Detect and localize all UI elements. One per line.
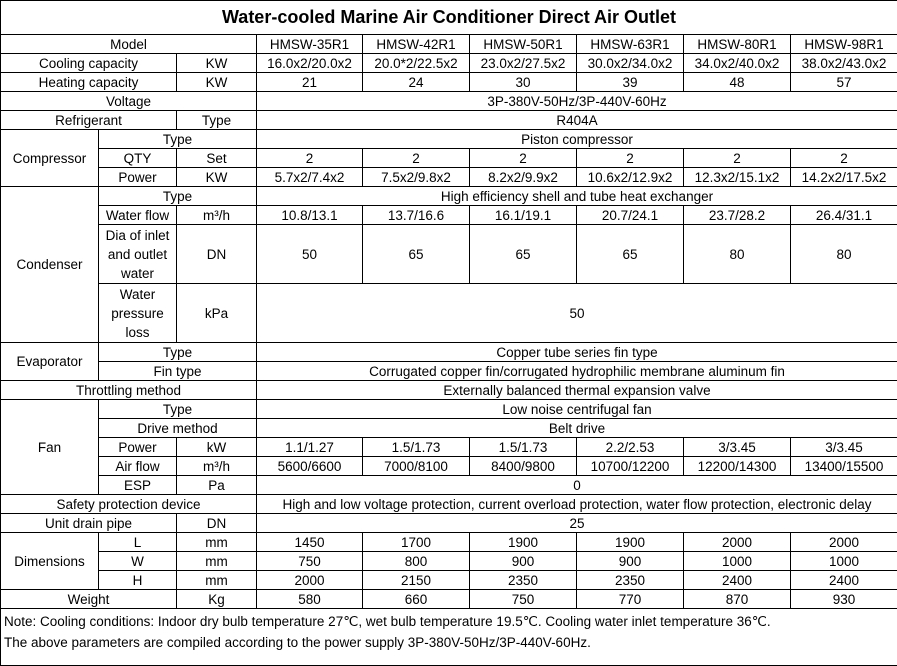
note-line: The above parameters are compiled according to the power supply 3P-380V-50Hz/3P-440V-60Hz. xyxy=(4,632,894,653)
unit-cell: kW xyxy=(177,438,257,457)
value-cell: 50 xyxy=(257,225,363,284)
unit-cell: Pa xyxy=(177,476,257,495)
unit-cell: Kg xyxy=(177,590,257,609)
value-cell: High efficiency shell and tube heat exchanger xyxy=(257,187,897,206)
weight-row xyxy=(1,590,897,609)
dimension-l-row xyxy=(1,533,897,552)
value-cell: 930 xyxy=(791,590,897,609)
dimension-h-row xyxy=(1,571,897,590)
unit-cell: mm xyxy=(177,571,257,590)
value-cell: 750 xyxy=(257,552,363,571)
value-cell: 2150 xyxy=(363,571,470,590)
value-cell: 30 xyxy=(470,73,577,92)
value-cell: 8400/9800 xyxy=(470,457,577,476)
condenser-water-flow-row xyxy=(1,206,897,225)
model-cell: HMSW-35R1 xyxy=(257,35,363,54)
value-cell: 2000 xyxy=(257,571,363,590)
value-cell: 750 xyxy=(470,590,577,609)
unit-cell: DN xyxy=(177,514,257,533)
row-label: ESP xyxy=(99,476,177,495)
evaporator-type-row xyxy=(1,343,897,362)
value-cell: 12.3x2/15.1x2 xyxy=(684,168,791,187)
evaporator-fin-type-row xyxy=(1,362,897,381)
value-cell: 2 xyxy=(577,149,684,168)
value-cell: High and low voltage protection, current overload protection, water flow protection, electronic delay xyxy=(257,495,897,514)
row-label: Voltage xyxy=(1,92,257,111)
row-label: L xyxy=(99,533,177,552)
value-cell: 2000 xyxy=(791,533,897,552)
value-cell: 38.0x2/43.0x2 xyxy=(791,54,897,73)
value-cell: 1.5/1.73 xyxy=(363,438,470,457)
model-cell: HMSW-50R1 xyxy=(470,35,577,54)
heating-capacity-row xyxy=(1,73,897,92)
value-cell: 2 xyxy=(363,149,470,168)
value-cell: 1900 xyxy=(470,533,577,552)
value-cell: 26.4/31.1 xyxy=(791,206,897,225)
value-cell: 1.1/1.27 xyxy=(257,438,363,457)
value-cell: 2350 xyxy=(577,571,684,590)
value-cell: 1450 xyxy=(257,533,363,552)
unit-cell: mm xyxy=(177,552,257,571)
value-cell: 1000 xyxy=(684,552,791,571)
value-cell: 870 xyxy=(684,590,791,609)
value-cell: 34.0x2/40.0x2 xyxy=(684,54,791,73)
row-label: Type xyxy=(99,187,257,206)
unit-cell: Set xyxy=(177,149,257,168)
unit-cell: DN xyxy=(177,225,257,284)
value-cell: 2 xyxy=(470,149,577,168)
value-cell: 50 xyxy=(257,284,897,343)
fan-drive-row xyxy=(1,419,897,438)
value-cell: 80 xyxy=(684,225,791,284)
value-cell: 2 xyxy=(257,149,363,168)
value-cell: 65 xyxy=(470,225,577,284)
safety-row xyxy=(1,495,897,514)
value-cell: 2400 xyxy=(791,571,897,590)
condenser-type-row xyxy=(1,187,897,206)
value-cell: Externally balanced thermal expansion valve xyxy=(257,381,897,400)
value-cell: 13.7/16.6 xyxy=(363,206,470,225)
row-label: Model xyxy=(1,35,257,54)
condenser-pressure-loss-row xyxy=(1,284,897,343)
value-cell: 2350 xyxy=(470,571,577,590)
value-cell: Corrugated copper fin/corrugated hydrophilic membrane aluminum fin xyxy=(257,362,897,381)
unit-cell: KW xyxy=(177,168,257,187)
row-label: Type xyxy=(99,130,257,149)
value-cell: 800 xyxy=(363,552,470,571)
row-label: Safety protection device xyxy=(1,495,257,514)
row-label: Weight xyxy=(1,590,177,609)
value-cell: 48 xyxy=(684,73,791,92)
unit-cell: m³/h xyxy=(177,457,257,476)
row-label: Power xyxy=(99,168,177,187)
value-cell: 1000 xyxy=(791,552,897,571)
value-cell: 24 xyxy=(363,73,470,92)
value-cell: 65 xyxy=(577,225,684,284)
value-cell: 23.0x2/27.5x2 xyxy=(470,54,577,73)
value-cell: 80 xyxy=(791,225,897,284)
drain-pipe-row xyxy=(1,514,897,533)
value-cell: 3/3.45 xyxy=(791,438,897,457)
row-label: QTY xyxy=(99,149,177,168)
model-cell: HMSW-98R1 xyxy=(791,35,897,54)
fan-type-row xyxy=(1,400,897,419)
value-cell: 1.5/1.73 xyxy=(470,438,577,457)
unit-cell: KW xyxy=(177,73,257,92)
unit-cell: kPa xyxy=(177,284,257,343)
voltage-row xyxy=(1,92,897,111)
value-cell: Piston compressor xyxy=(257,130,897,149)
model-cell: HMSW-42R1 xyxy=(363,35,470,54)
fan-power-row xyxy=(1,438,897,457)
row-label: W xyxy=(99,552,177,571)
row-label: Air flow xyxy=(99,457,177,476)
value-cell: 25 xyxy=(257,514,897,533)
group-label-fan: Fan xyxy=(1,400,99,495)
row-label: Throttling method xyxy=(1,381,257,400)
value-cell: R404A xyxy=(257,111,897,130)
value-cell: 900 xyxy=(470,552,577,571)
row-label: Dia of inlet and outlet water xyxy=(99,225,177,284)
value-cell: 5.7x2/7.4x2 xyxy=(257,168,363,187)
fan-esp-row xyxy=(1,476,897,495)
note-line: Note: Cooling conditions: Indoor dry bulb temperature 27℃, wet bulb temperature 19.5℃. Cooling water inlet temperature 36℃. xyxy=(4,611,894,632)
value-cell: 8.2x2/9.9x2 xyxy=(470,168,577,187)
value-cell: 7000/8100 xyxy=(363,457,470,476)
unit-cell: m³/h xyxy=(177,206,257,225)
compressor-type-row xyxy=(1,130,897,149)
row-label: Water pressure loss xyxy=(99,284,177,343)
value-cell: 10.8/13.1 xyxy=(257,206,363,225)
value-cell: 2 xyxy=(791,149,897,168)
row-label: Drive method xyxy=(99,419,257,438)
title-row xyxy=(1,1,897,35)
table-title: Water-cooled Marine Air Conditioner Direct Air Outlet xyxy=(1,1,897,35)
value-cell: 20.0*2/22.5x2 xyxy=(363,54,470,73)
group-label-dimensions: Dimensions xyxy=(1,533,99,590)
row-label: Type xyxy=(99,400,257,419)
value-cell: 21 xyxy=(257,73,363,92)
compressor-power-row xyxy=(1,168,897,187)
fan-air-flow-row xyxy=(1,457,897,476)
value-cell: Low noise centrifugal fan xyxy=(257,400,897,419)
value-cell: 0 xyxy=(257,476,897,495)
value-cell: 3/3.45 xyxy=(684,438,791,457)
value-cell: 900 xyxy=(577,552,684,571)
group-label-evaporator: Evaporator xyxy=(1,343,99,381)
value-cell: 16.0x2/20.0x2 xyxy=(257,54,363,73)
model-row xyxy=(1,35,897,54)
unit-cell: KW xyxy=(177,54,257,73)
row-label: Cooling capacity xyxy=(1,54,177,73)
value-cell: Copper tube series fin type xyxy=(257,343,897,362)
row-label: Unit drain pipe xyxy=(1,514,177,533)
value-cell: 5600/6600 xyxy=(257,457,363,476)
row-label: Power xyxy=(99,438,177,457)
value-cell: 30.0x2/34.0x2 xyxy=(577,54,684,73)
compressor-qty-row xyxy=(1,149,897,168)
value-cell: 7.5x2/9.8x2 xyxy=(363,168,470,187)
row-label: Type xyxy=(99,343,257,362)
value-cell: 2000 xyxy=(684,533,791,552)
row-label: Heating capacity xyxy=(1,73,177,92)
dimension-w-row xyxy=(1,552,897,571)
model-cell: HMSW-80R1 xyxy=(684,35,791,54)
value-cell: 1900 xyxy=(577,533,684,552)
value-cell: Belt drive xyxy=(257,419,897,438)
value-cell: 65 xyxy=(363,225,470,284)
row-label: Water flow xyxy=(99,206,177,225)
group-label-compressor: Compressor xyxy=(1,130,99,187)
value-cell: 57 xyxy=(791,73,897,92)
notes-cell xyxy=(1,609,897,666)
value-cell: 13400/15500 xyxy=(791,457,897,476)
value-cell: 3P-380V-50Hz/3P-440V-60Hz xyxy=(257,92,897,111)
value-cell: 12200/14300 xyxy=(684,457,791,476)
value-cell: 1700 xyxy=(363,533,470,552)
row-label: H xyxy=(99,571,177,590)
value-cell: 20.7/24.1 xyxy=(577,206,684,225)
value-cell: 16.1/19.1 xyxy=(470,206,577,225)
value-cell: 23.7/28.2 xyxy=(684,206,791,225)
group-label-condenser: Condenser xyxy=(1,187,99,343)
value-cell: 2400 xyxy=(684,571,791,590)
cooling-capacity-row xyxy=(1,54,897,73)
unit-cell: Type xyxy=(177,111,257,130)
refrigerant-row xyxy=(1,111,897,130)
value-cell: 580 xyxy=(257,590,363,609)
notes-row xyxy=(1,609,897,666)
value-cell: 2.2/2.53 xyxy=(577,438,684,457)
throttling-row xyxy=(1,381,897,400)
model-cell: HMSW-63R1 xyxy=(577,35,684,54)
value-cell: 660 xyxy=(363,590,470,609)
value-cell: 770 xyxy=(577,590,684,609)
value-cell: 14.2x2/17.5x2 xyxy=(791,168,897,187)
row-label: Refrigerant xyxy=(1,111,177,130)
row-label: Fin type xyxy=(99,362,257,381)
condenser-dia-row xyxy=(1,225,897,284)
value-cell: 10.6x2/12.9x2 xyxy=(577,168,684,187)
unit-cell: mm xyxy=(177,533,257,552)
value-cell: 10700/12200 xyxy=(577,457,684,476)
value-cell: 39 xyxy=(577,73,684,92)
value-cell: 2 xyxy=(684,149,791,168)
